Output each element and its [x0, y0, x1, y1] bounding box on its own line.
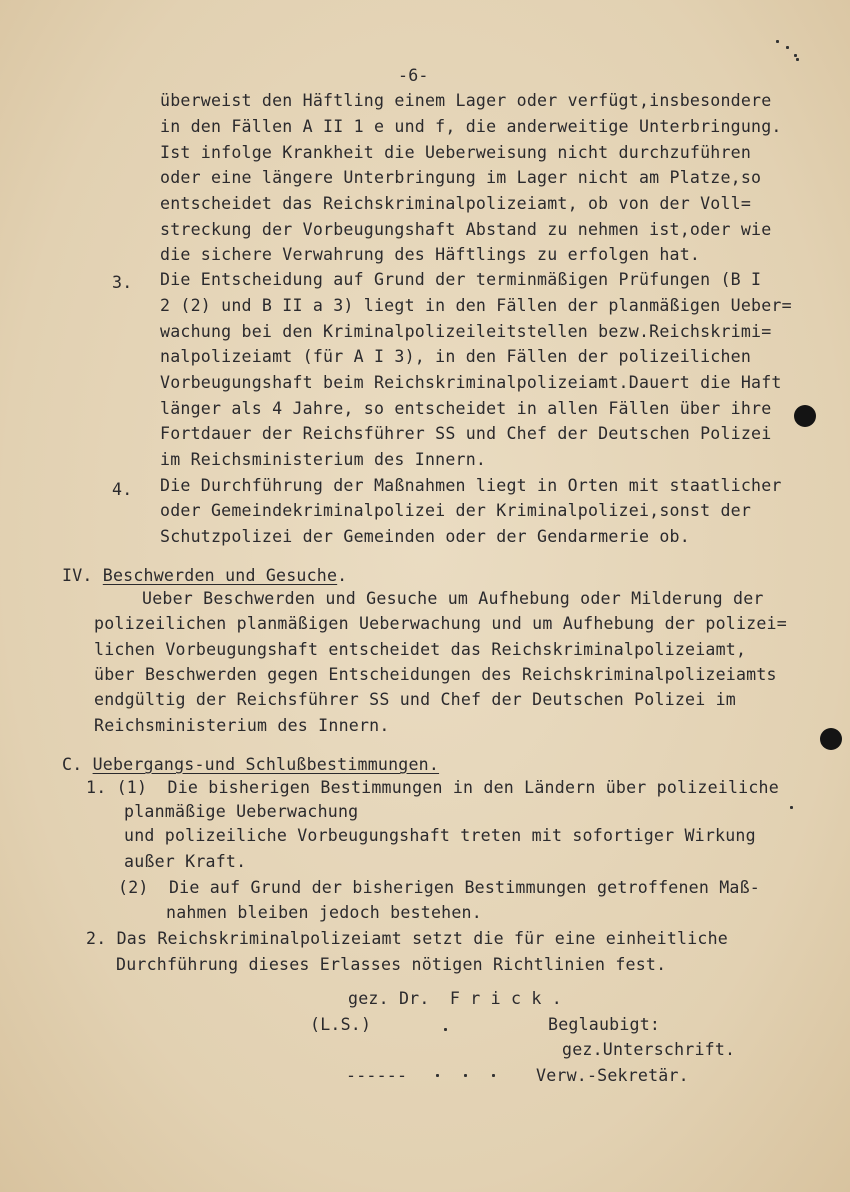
text-line: länger als 4 Jahre, so entscheidet in allen Fällen über ihre — [160, 399, 772, 418]
text-line: lichen Vorbeugungshaft entscheidet das Reichskriminalpolizeiamt, — [94, 640, 747, 659]
signature-dashes: ------ — [346, 1066, 408, 1085]
text-line: streckung der Vorbeugungshaft Abstand zu nehmen ist,oder wie — [160, 220, 772, 239]
ink-speck — [436, 1074, 439, 1077]
text-line: nalpolizeiamt (für A I 3), in den Fällen der polizeilichen — [160, 347, 752, 366]
text-line: nahmen bleiben jedoch bestehen. — [166, 903, 482, 922]
text-line: und polizeiliche Vorbeugungshaft treten mit sofortiger Wirkung — [124, 826, 756, 845]
seal-label: (L.S.) — [310, 1015, 372, 1034]
item-number: 4. — [112, 480, 133, 499]
text-line: (2) Die auf Grund der bisherigen Bestimmungen getroffenen Maß- — [118, 878, 760, 897]
ink-speck — [786, 46, 789, 49]
section-iv-heading — [62, 566, 347, 586]
section-c-title: Uebergangs-und Schlußbestimmungen. — [92, 755, 440, 774]
text-line: planmäßige Ueberwachung — [124, 802, 359, 821]
ink-speck — [776, 40, 779, 43]
punch-hole — [820, 728, 842, 750]
text-line: in den Fällen A II 1 e und f, die anderweitige Unterbringung. — [160, 117, 782, 136]
signature-signed: gez. Dr. F r i c k . — [348, 989, 562, 1008]
text-line: Die Entscheidung auf Grund der terminmäßigen Prüfungen (B I — [160, 270, 762, 289]
text-line: Reichsministerium des Innern. — [94, 716, 390, 735]
text-line: Ueber Beschwerden und Gesuche um Aufhebung oder Milderung der — [142, 589, 764, 608]
ink-speck — [464, 1074, 467, 1077]
ink-speck — [794, 54, 797, 57]
text-line: Die Durchführung der Maßnahmen liegt in Orten mit staatlicher — [160, 476, 782, 495]
text-line: 2 (2) und B II a 3) liegt in den Fällen der planmäßigen Ueber= — [160, 296, 792, 315]
section-c-number: C. — [62, 755, 83, 774]
text-line: über Beschwerden gegen Entscheidungen des Reichskriminalpolizeiamts — [94, 665, 777, 684]
item-number: 3. — [112, 273, 133, 292]
ink-speck — [492, 1074, 495, 1077]
text-line: polizeilichen planmäßigen Ueberwachung und um Aufhebung der polizei= — [94, 614, 787, 633]
text-line: die sichere Verwahrung des Häftlings zu erfolgen hat. — [160, 245, 701, 264]
section-iv-suffix: . — [337, 566, 348, 585]
ink-speck — [790, 806, 793, 809]
position-title: Verw.-Sekretär. — [536, 1066, 689, 1085]
text-line: Ist infolge Krankheit die Ueberweisung nicht durchzuführen — [160, 143, 752, 162]
ink-speck — [796, 58, 799, 61]
punch-hole — [794, 405, 816, 427]
text-line: entscheidet das Reichskriminalpolizeiamt, ob von der Voll= — [160, 194, 752, 213]
text-line: im Reichsministerium des Innern. — [160, 450, 487, 469]
text-line: 1. (1) Die bisherigen Bestimmungen in den Ländern über polizeiliche — [86, 778, 779, 797]
text-line: endgültig der Reichsführer SS und Chef der Deutschen Polizei im — [94, 690, 736, 709]
section-iv-title: Beschwerden und Gesuche — [102, 566, 338, 585]
text-line: wachung bei den Kriminalpolizeileitstellen bezw.Reichskrimi= — [160, 322, 772, 341]
text-line: Schutzpolizei der Gemeinden oder der Gendarmerie ob. — [160, 527, 690, 546]
section-c-heading — [62, 755, 439, 775]
text-line: Fortdauer der Reichsführer SS und Chef der Deutschen Polizei — [160, 424, 772, 443]
text-line: außer Kraft. — [124, 852, 247, 871]
text-line: Durchführung dieses Erlasses nötigen Richtlinien fest. — [116, 955, 667, 974]
text-line: oder eine längere Unterbringung im Lager nicht am Platze,so — [160, 168, 762, 187]
text-line: Vorbeugungshaft beim Reichskriminalpolizeiamt.Dauert die Haft — [160, 373, 782, 392]
certified-by: gez.Unterschrift. — [562, 1040, 736, 1059]
section-iv-number: IV. — [62, 566, 93, 585]
text-line: 2. Das Reichskriminalpolizeiamt setzt die für eine einheitliche — [86, 929, 728, 948]
certified-label: Beglaubigt: — [548, 1015, 661, 1034]
page-number: -6- — [398, 66, 429, 85]
ink-speck — [444, 1028, 447, 1031]
text-line: überweist den Häftling einem Lager oder verfügt,insbesondere — [160, 91, 772, 110]
text-line: oder Gemeindekriminalpolizei der Kriminalpolizei,sonst der — [160, 501, 752, 520]
